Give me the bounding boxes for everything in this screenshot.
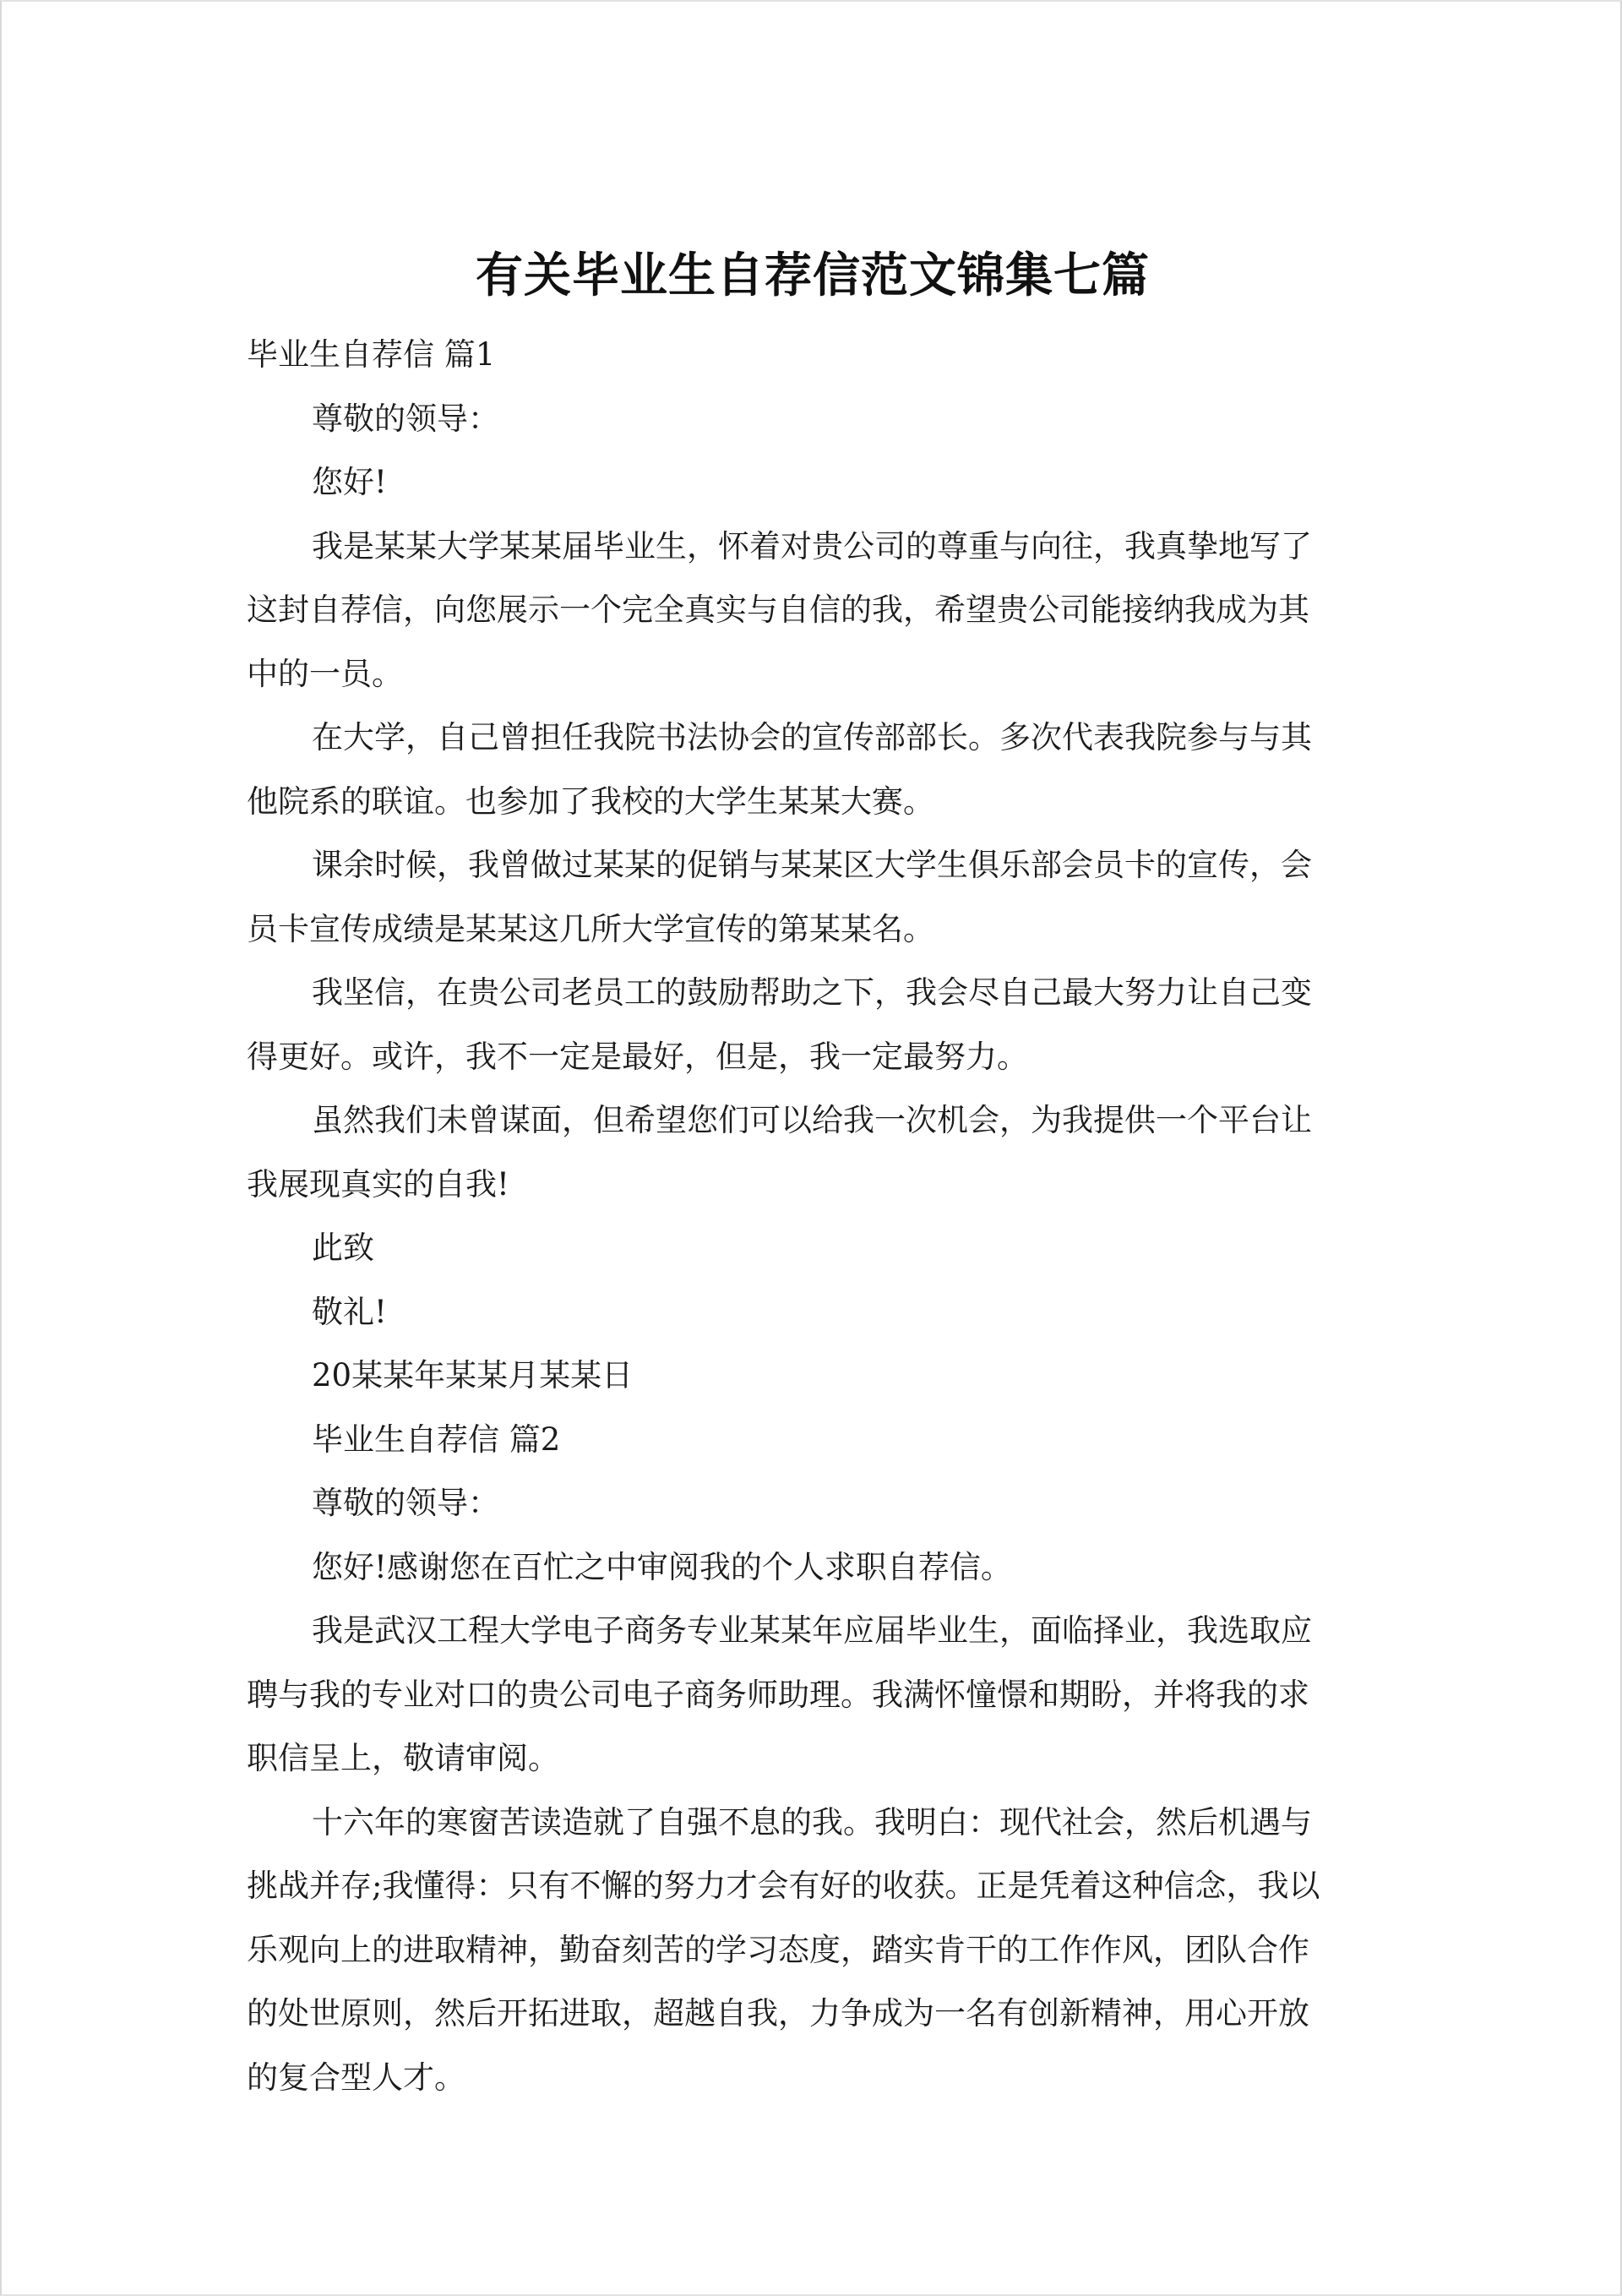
text-line: 这封自荐信，向您展示一个完全真实与自信的我，希望贵公司能接纳我成为其: [247, 592, 1309, 628]
text-line: 我是某某大学某某届毕业生，怀着对贵公司的尊重与向往，我真挚地写了: [312, 527, 1312, 564]
text-line: 的复合型人才。: [247, 2059, 465, 2096]
text-line: 员卡宣传成绩是某某这几所大学宣传的第某某名。: [247, 910, 934, 947]
text-line: 尊敬的领导：: [312, 1485, 499, 1521]
text-line: 虽然我们未曾谋面，但希望您们可以给我一次机会，为我提供一个平台让: [312, 1102, 1312, 1138]
text-line: 得更好。或许，我不一定是最好，但是，我一定最努力。: [247, 1038, 1028, 1075]
text-line: 十六年的寒窗苦读造就了自强不息的我。我明白：现代社会，然后机遇与: [312, 1803, 1312, 1841]
text-line: 敬礼!: [312, 1293, 387, 1330]
document-body: [247, 323, 1379, 2109]
text-line: 我展现真实的自我!: [247, 1165, 509, 1203]
text-line: 职信呈上，敬请审阅。: [247, 1740, 559, 1776]
text-line: 尊敬的领导：: [312, 400, 499, 437]
text-line: 此致: [312, 1230, 374, 1266]
text-line: 中的一员。: [247, 655, 403, 692]
text-line: 20某某年某某月某某日: [312, 1357, 634, 1393]
text-line: 乐观向上的进取精神，勤奋刻苦的学习态度，踏实肯干的工作作风，团队合作: [247, 1931, 1309, 1968]
text-line: 聘与我的专业对口的贵公司电子商务师助理。我满怀憧憬和期盼，并将我的求: [247, 1676, 1309, 1713]
text-line: 您好!: [312, 464, 387, 500]
text-line: 我坚信，在贵公司老员工的鼓励帮助之下，我会尽自己最大努力让自己变: [312, 974, 1312, 1011]
text-line: 他院系的联谊。也参加了我校的大学生某某大赛。: [247, 783, 934, 820]
text-line: 您好!感谢您在百忙之中审阅我的个人求职自荐信。: [312, 1548, 1012, 1585]
text-line: 在大学，自己曾担任我院书法协会的宣传部部长。多次代表我院参与与其: [312, 719, 1312, 755]
text-line: 课余时候，我曾做过某某的促销与某某区大学生俱乐部会员卡的宣传，会: [312, 847, 1312, 883]
text-line: 毕业生自荐信 篇2: [312, 1421, 561, 1458]
text-line: 挑战并存;我懂得：只有不懈的努力才会有好的收获。正是凭着这种信念，我以: [247, 1868, 1320, 1904]
text-line: 毕业生自荐信 篇1: [247, 336, 496, 373]
document-title: 有关毕业生自荐信范文锦集七篇: [476, 248, 1150, 303]
text-line: 我是武汉工程大学电子商务专业某某年应届毕业生，面临择业，我选取应: [312, 1612, 1312, 1649]
text-line: 的处世原则，然后开拓进取，超越自我，力争成为一名有创新精神，用心开放: [247, 1995, 1309, 2031]
